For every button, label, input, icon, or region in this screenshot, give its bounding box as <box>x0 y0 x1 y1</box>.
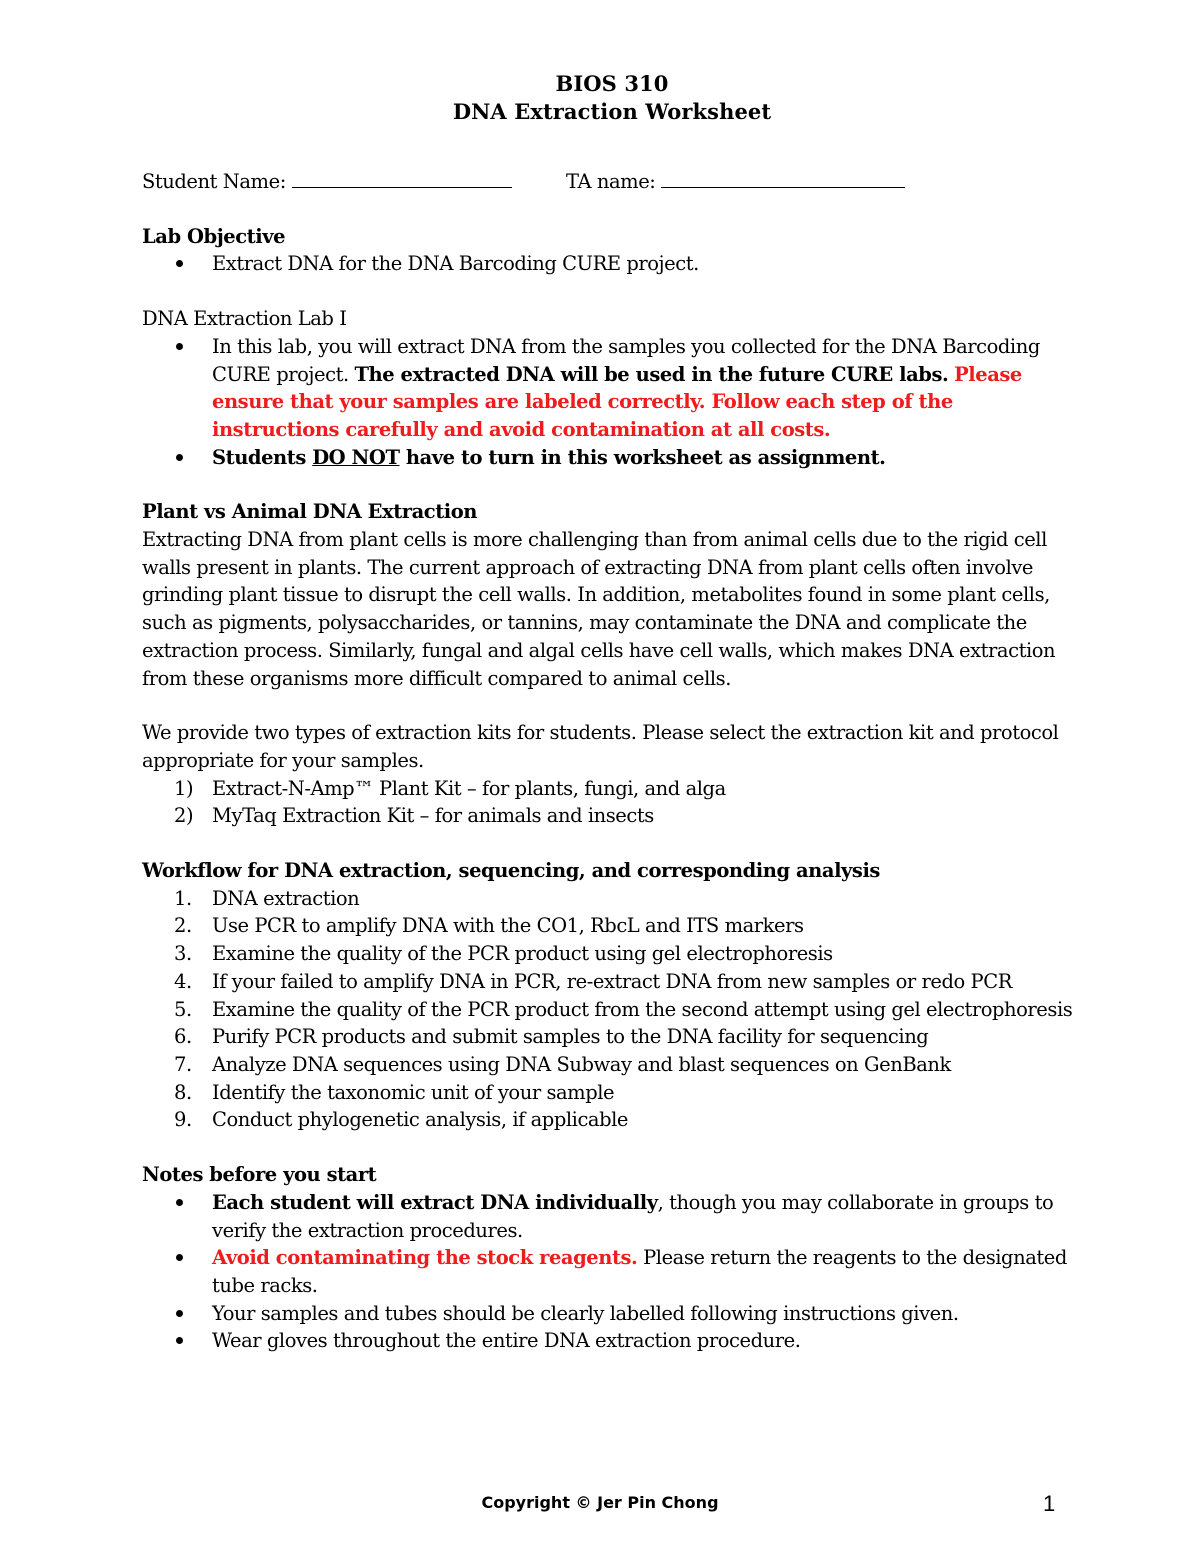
list-item: Extract DNA for the DNA Barcoding CURE project. <box>142 250 1082 278</box>
list-number: 8. <box>174 1080 192 1104</box>
list-item-text: Use PCR to amplify DNA with the CO1, RbcL and ITS markers <box>212 914 804 938</box>
list-item <box>142 333 1082 444</box>
student-name-blank[interactable] <box>292 169 512 188</box>
paragraph: We provide two types of extraction kits for students. Please select the extraction kit and protocol appropriate for your samples. <box>142 721 1059 772</box>
extraction-lab-section <box>142 305 1082 471</box>
list-item: Your samples and tubes should be clearly labelled following instructions given. <box>142 1300 1082 1328</box>
list-item-text: , though you may collaborate in groups to verify the extraction procedures. <box>212 1190 1054 1242</box>
workflow-heading: Workflow for DNA extraction, sequencing, and corresponding analysis <box>142 859 880 883</box>
list-number: 9. <box>174 1108 192 1132</box>
kit-list <box>142 775 1082 830</box>
list-item <box>142 775 1082 803</box>
list-item <box>142 1106 1082 1134</box>
bold-text: The extracted DNA will be used in the future CURE labs. <box>354 362 949 386</box>
list-item-text: Analyze DNA sequences using DNA Subway and blast sequences on GenBank <box>212 1052 951 1076</box>
list-number: 4. <box>174 969 192 993</box>
list-item <box>142 912 1082 940</box>
list-item-text: Examine the quality of the PCR product using gel electrophoresis <box>212 942 833 966</box>
page-number: 1 <box>1043 1491 1056 1516</box>
list-number: 2. <box>174 914 192 938</box>
workflow-section <box>142 857 1082 1134</box>
notes-heading: Notes before you start <box>142 1163 377 1187</box>
student-name-label: Student Name: <box>142 170 292 193</box>
list-item-text: Identify the taxonomic unit of your sample <box>212 1080 615 1104</box>
extraction-lab-heading: DNA Extraction Lab I <box>142 307 347 331</box>
lab-objective-section <box>142 223 1082 278</box>
list-item <box>142 940 1082 968</box>
list-item <box>142 1244 1082 1299</box>
underlined-text: DO NOT <box>312 445 400 469</box>
course-code: BIOS 310 <box>555 71 669 96</box>
list-item <box>142 968 1082 996</box>
warning-text: Avoid contaminating the stock reagents. <box>212 1246 638 1270</box>
list-item-text: Purify PCR products and submit samples to the DNA facility for sequencing <box>212 1025 929 1049</box>
list-item <box>142 1051 1082 1079</box>
list-number: 3. <box>174 942 192 966</box>
paragraph: Extracting DNA from plant cells is more challenging than from animal cells due to the rigid cell walls present in plants. The current approach of extracting DNA from plant cells often involve grinding plant tissue to disrupt the cell walls. In addition, metabolites found in some plant cells, such as pigments, polysaccharides, or tannins, may contaminate the DNA and complicate the extraction process. Similarly, fungal and algal cells have cell walls, which makes DNA extraction from these organisms more difficult compared to animal cells. <box>142 528 1056 690</box>
ta-name-label: TA name: <box>566 170 662 193</box>
lab-objective-heading: Lab Objective <box>142 224 286 248</box>
list-item-text: In this lab, you will extract DNA from the samples you collected for the DNA Barcoding CURE project. <box>212 334 1040 386</box>
list-number: 1. <box>174 886 192 910</box>
name-fields <box>142 168 1082 196</box>
list-item-text: Conduct phylogenetic analysis, if applicable <box>212 1108 628 1132</box>
warning-text: Please ensure that your samples are labeled correctly. Follow each step of the instructions carefully and avoid contamination at all costs. <box>212 362 1022 441</box>
list-item <box>142 996 1082 1024</box>
list-item-text: Extract-N-Amp™ Plant Kit – for plants, fungi, and alga <box>212 776 726 800</box>
list-number: 7. <box>174 1052 192 1076</box>
ta-name-field[interactable] <box>566 168 905 196</box>
list-item <box>142 1189 1082 1244</box>
list-item <box>142 1023 1082 1051</box>
list-item-text: have to turn in this worksheet as assignment. <box>399 445 886 469</box>
document-body <box>142 70 1082 1355</box>
workflow-list <box>142 885 1082 1134</box>
list-item-text: Examine the quality of the PCR product from the second attempt using gel electrophoresis <box>212 997 1073 1021</box>
plant-animal-section <box>142 498 1082 830</box>
list-item <box>142 885 1082 913</box>
plant-animal-heading: Plant vs Animal DNA Extraction <box>142 500 477 524</box>
list-number: 6. <box>174 1025 192 1049</box>
list-number: 1) <box>174 776 194 800</box>
list-number: 5. <box>174 997 192 1021</box>
document-title: DNA Extraction Worksheet <box>452 98 772 124</box>
list-number: 2) <box>174 804 194 828</box>
list-item-text: If your failed to amplify DNA in PCR, re-extract DNA from new samples or redo PCR <box>212 969 1012 993</box>
bold-text: Each student will extract DNA individually <box>212 1190 658 1214</box>
ta-name-blank[interactable] <box>661 169 905 188</box>
list-item <box>142 802 1082 830</box>
copyright-footer: Copyright © Jer Pin Chong <box>481 1493 719 1512</box>
list-item <box>142 1079 1082 1107</box>
student-name-field[interactable] <box>142 168 566 196</box>
list-item-text: Please return the reagents to the designated tube racks. <box>212 1246 1067 1297</box>
list-item-text: MyTaq Extraction Kit – for animals and insects <box>212 804 654 828</box>
list-item-text: Students <box>212 445 313 469</box>
list-item: Wear gloves throughout the entire DNA extraction procedure. <box>142 1327 1082 1355</box>
list-item <box>142 444 1082 472</box>
notes-section <box>142 1161 1082 1355</box>
list-item-text: DNA extraction <box>212 886 360 910</box>
